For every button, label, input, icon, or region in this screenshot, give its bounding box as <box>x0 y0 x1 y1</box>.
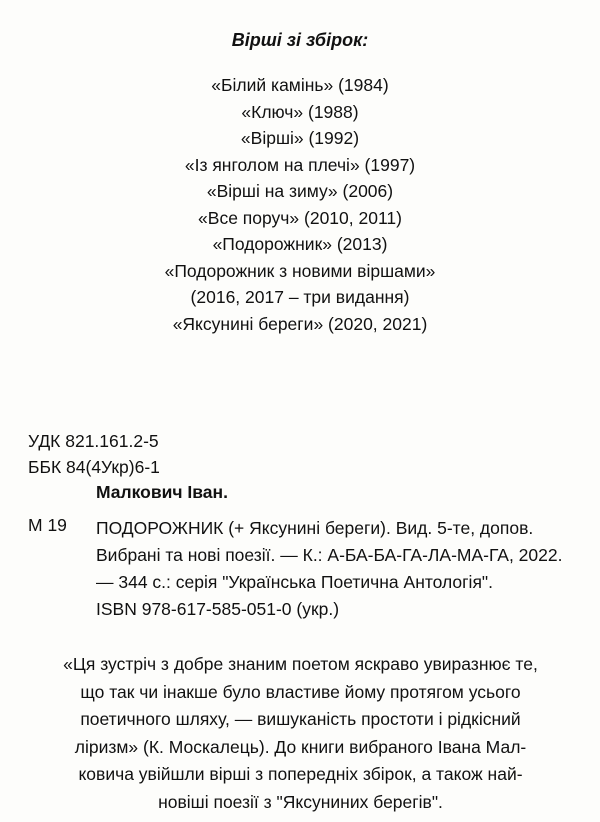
biblio-line: — 344 с.: серія "Українська Поетична Антологія". <box>96 572 493 592</box>
biblio-line: ПОДОРОЖНИК (+ Яксунині береги). Вид. 5-те, допов. <box>96 518 534 538</box>
collection-item: «Вірші на зиму» (2006) <box>206 181 394 201</box>
annotation-line: поетичного шляху, — вишуканість простоти і рідкісний <box>80 709 521 729</box>
collection-item: «Подорожник» (2013) <box>212 234 388 254</box>
annotation-line: ковича увійшли вірші з попередніх збірок, а також най- <box>78 764 523 784</box>
collection-item: «Подорожник з новими віршами» <box>164 260 436 281</box>
collection-item: «Із янголом на плечі» (1997) <box>184 154 416 175</box>
author-sign-code: М 19 <box>28 515 67 535</box>
collection-item: «Яксунині береги» (2020, 2021) <box>172 313 428 334</box>
collections-heading: Вірші зі збірок: <box>231 30 369 50</box>
annotation-line: «Ця зустріч з добре знаним поетом яскраво увиразнює те, <box>63 654 538 674</box>
author-name: Малкович Іван. <box>96 482 228 502</box>
annotation-line: що так чи інакше було властиве йому протягом усього <box>80 681 521 702</box>
annotation-line: новіші поезії з "Яксуниних берегів". <box>158 791 443 812</box>
bibliographic-description <box>96 515 562 623</box>
collection-item: «Білий камінь» (1984) <box>211 75 389 95</box>
udk-code: УДК 821.161.2-5 <box>28 431 159 451</box>
annotation-line: ліризм» (К. Москалець). До книги вибраного Івана Мал- <box>74 736 527 757</box>
bbk-code: ББК 84(4Укр)6-1 <box>28 457 160 477</box>
collection-item: «Ключ» (1988) <box>241 101 359 122</box>
collections-list <box>0 72 600 337</box>
book-annotation <box>28 651 573 816</box>
biblio-line: Вибрані та нові поезії. — К.: А-БА-БА-ГА-ЛА-МА-ГА, 2022. <box>96 545 563 565</box>
collection-item: (2016, 2017 – три видання) <box>190 287 410 307</box>
collection-item: «Вірші» (1992) <box>240 128 360 148</box>
collection-item: «Все поруч» (2010, 2011) <box>198 207 402 228</box>
classification-codes <box>28 428 160 480</box>
isbn-line: ISBN 978-617-585-051-0 (укр.) <box>96 599 340 619</box>
